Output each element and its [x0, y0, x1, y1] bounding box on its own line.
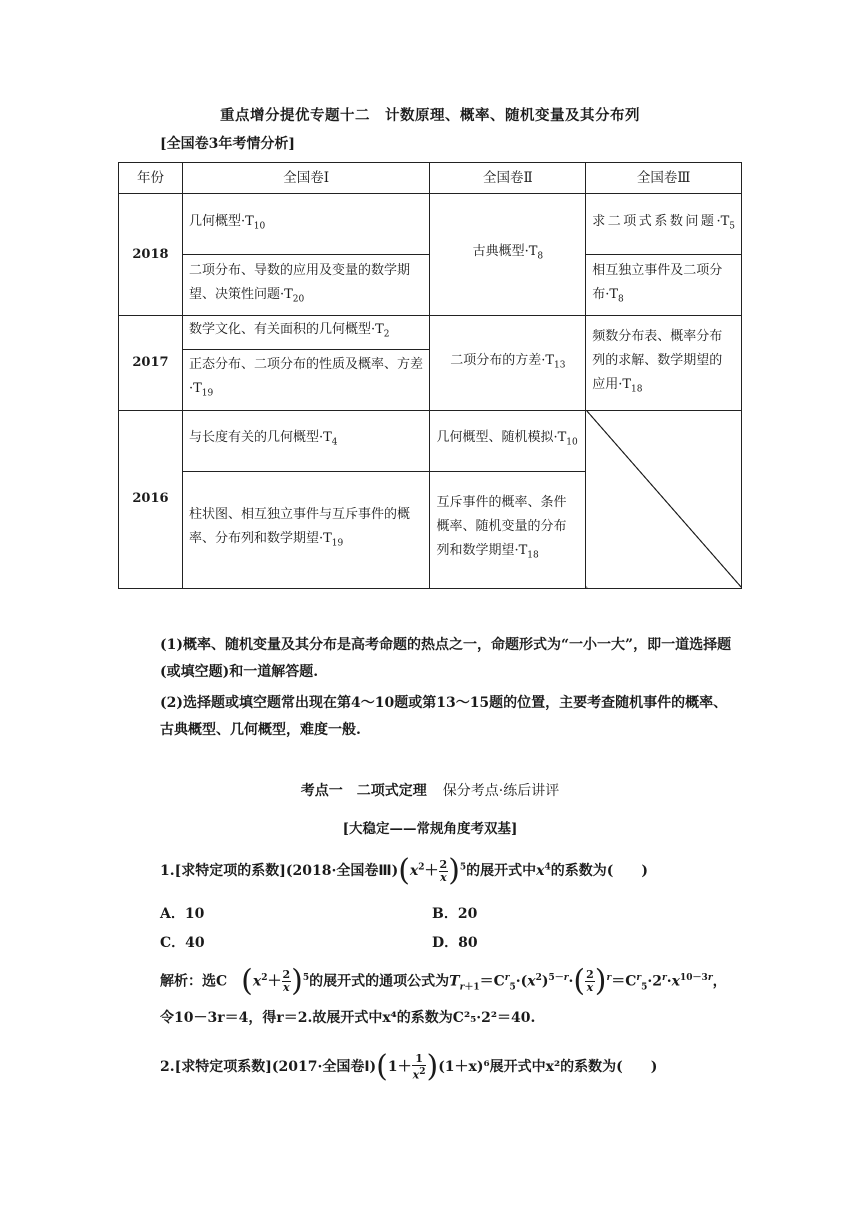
header-paper-3: 全国卷Ⅲ — [586, 163, 742, 194]
table-cell: 古典概型$\cdot T_8$ — [430, 194, 586, 316]
year-cell: 2018 — [119, 194, 183, 316]
page-title: 重点增分提优专题十二 计数原理、概率、随机变量及其分布列 — [220, 107, 640, 124]
table-cell: 频数分布表、概率分布列的求解、数学期望的应用$\cdot T_{18}$ — [586, 316, 742, 411]
table-cell: 柱状图、相互独立事件与互斥事件的概率、分布列和数学期望$\cdot T_{19}$ — [182, 471, 430, 588]
analysis-1-line2: 令10－3r＝4，得r＝2.故展开式中x⁴的系数为C²₅·2²＝40. — [160, 1010, 536, 1026]
option-d: D．80 — [432, 935, 478, 951]
paragraph-1: (1)概率、随机变量及其分布是高考命题的热点之一，命题形式为“一小一大”，即一道选择题(或填空题)和一道解答题. — [160, 637, 732, 680]
question-2: 2.[求特定项系数](2017·全国卷Ⅰ)(1＋ $\frac{1}{x^2}$ )(1＋x)⁶展开式中x²的系数为( ) — [160, 1049, 658, 1084]
year-cell: 2016 — [119, 410, 183, 588]
table-cell: 二项分布的方差$\cdot T_{13}$ — [430, 316, 586, 411]
table-cell: 正态分布、二项分布的性质及概率、方差$\cdot T_{19}$ — [182, 349, 430, 410]
empty-diagonal-cell — [586, 410, 742, 588]
table-cell: 相互独立事件及二项分布$\cdot T_8$ — [586, 255, 742, 316]
analysis-1: 解析：选C ($x^2+$ $\frac{2}{x}$ )$^5$的展开式的通项公式为$T_{r+1}=C^r_5\cdot(x^2)^{5-r}\cdot$( $\frac{2}{x}$ )$^r=C^r_5\cdot 2^r\cdot x^{10-3r}$， — [160, 963, 727, 999]
question-1: 1.[求特定项的系数](2018·全国卷$Ⅲ)(x^2+$ $\frac{2}{x}$ )$^5$的展开式中$x^4$的系数为( ) — [160, 853, 649, 888]
section-label: 考点一 二项式定理 — [300, 783, 427, 799]
table-cell: 几何概型、随机模拟$\cdot T_{10}$ — [430, 410, 586, 471]
table-row-2017 — [119, 316, 742, 350]
analysis-subtitle: [全国卷3年考情分析] — [160, 136, 295, 152]
option-a: A．10 — [160, 906, 205, 922]
paragraph-2: (2)选择题或填空题常出现在第4～10题或第13～15题的位置，主要考查随机事件的概率、古典概型、几何概型，难度一般. — [160, 695, 728, 738]
option-b: B．20 — [432, 906, 478, 922]
table-row-2016 — [119, 410, 742, 471]
table-cell: 数学文化、有关面积的几何概型$\cdot T_2$ — [182, 316, 430, 350]
header-paper-2: 全国卷Ⅱ — [430, 163, 586, 194]
table-cell: 与长度有关的几何概型$\cdot T_4$ — [182, 410, 430, 471]
table-cell: 互斥事件的概率、条件概率、随机变量的分布列和数学期望$\cdot T_{18}$ — [430, 471, 586, 588]
year-cell: 2017 — [119, 316, 183, 411]
section-heading — [0, 780, 860, 800]
header-paper-1: 全国卷Ⅰ — [182, 163, 430, 194]
sub-heading: [大稳定——常规角度考双基] — [342, 821, 518, 837]
header-year: 年份 — [119, 163, 183, 194]
section-note: 保分考点·练后讲评 — [442, 783, 560, 799]
table-cell: 二项分布、导数的应用及变量的数学期望、决策性问题$\cdot T_{20}$ — [182, 255, 430, 316]
table-cell: 求二项式系数问题$\cdot T_5$ — [586, 194, 742, 255]
exam-analysis-table — [118, 162, 742, 589]
option-c: C．40 — [160, 935, 205, 951]
table-cell: 几何概型$\cdot T_{10}$ — [182, 194, 430, 255]
table-row-2018 — [119, 194, 742, 255]
table-header-row — [119, 163, 742, 194]
